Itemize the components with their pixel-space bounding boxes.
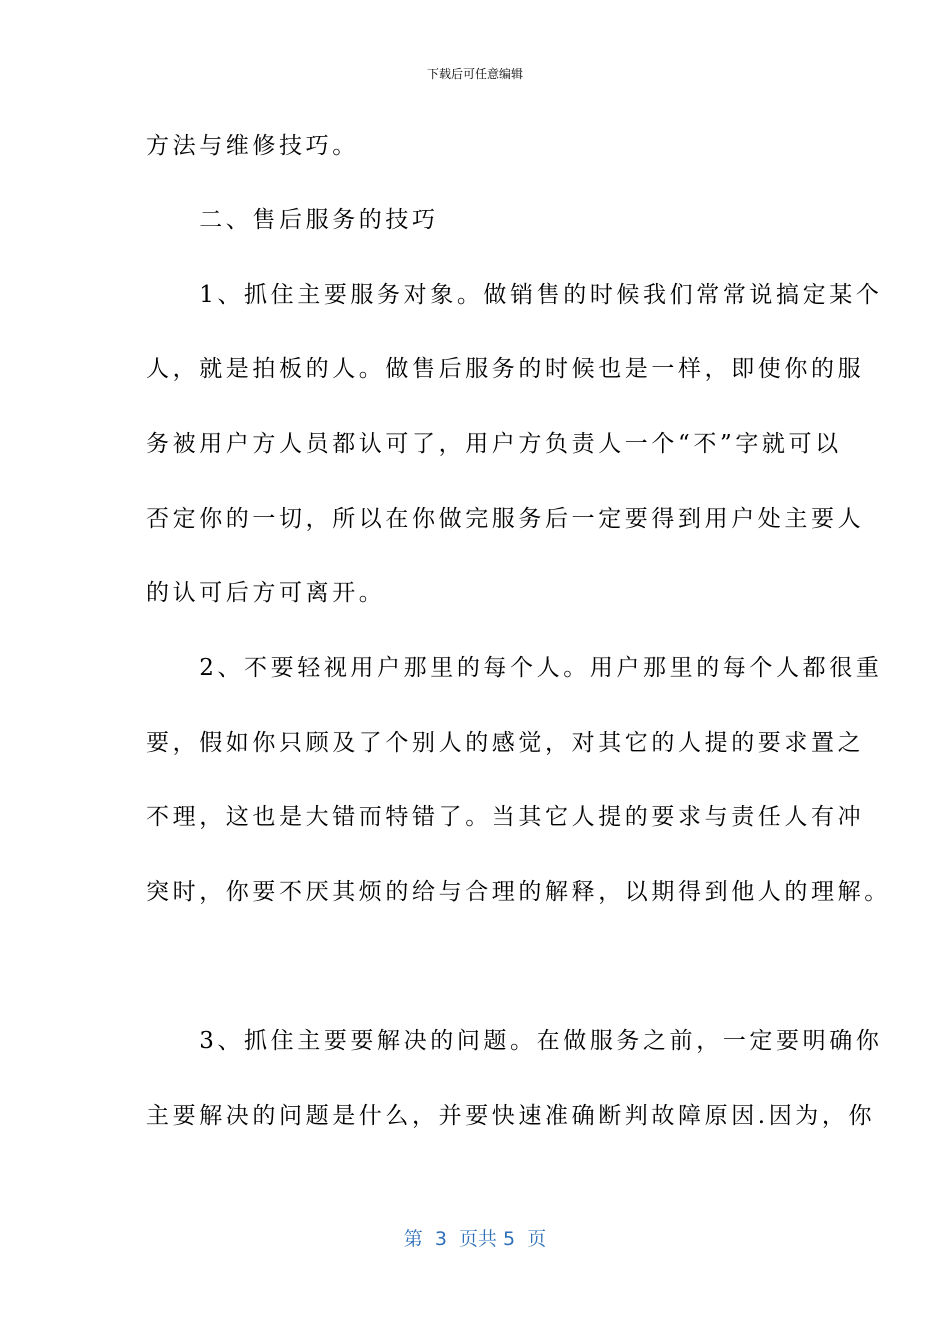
text-line: 否定你的一切，所以在你做完服务后一定要得到用户处主要人: [146, 506, 865, 532]
text-line: 的认可后方可离开。: [146, 580, 386, 606]
text-line: 主要解决的问题是什么，并要快速准确断判故障原因.因为，你: [146, 1103, 876, 1129]
text-line: 2、不要轻视用户那里的每个人。用户那里的每个人都很重: [146, 655, 883, 681]
page-number-footer: 第 3 页共 5 页: [403, 1228, 547, 1250]
text-line: 1、抓住主要服务对象。做销售的时候我们常常说搞定某个: [146, 282, 883, 308]
text-line: 不理，这也是大错而特错了。当其它人提的要求与责任人有冲: [146, 804, 865, 830]
text-line: 人，就是拍板的人。做售后服务的时候也是一样，即使你的服: [146, 356, 865, 382]
page-header: 下载后可任意编辑: [426, 67, 523, 81]
text-line: 务被用户方人员都认可了，用户方负责人一个“不”字就可以: [146, 431, 842, 457]
section-heading: 二、售后服务的技巧: [146, 207, 439, 233]
text-line: 要，假如你只顾及了个别人的感觉，对其它的人提的要求置之: [146, 730, 865, 756]
text-line: 方法与维修技巧。: [146, 133, 359, 159]
text-line: 3、抓住主要要解决的问题。在做服务之前，一定要明确你: [146, 1028, 883, 1054]
text-line: 突时，你要不厌其烦的给与合理的解释，以期得到他人的理解。: [146, 879, 891, 905]
